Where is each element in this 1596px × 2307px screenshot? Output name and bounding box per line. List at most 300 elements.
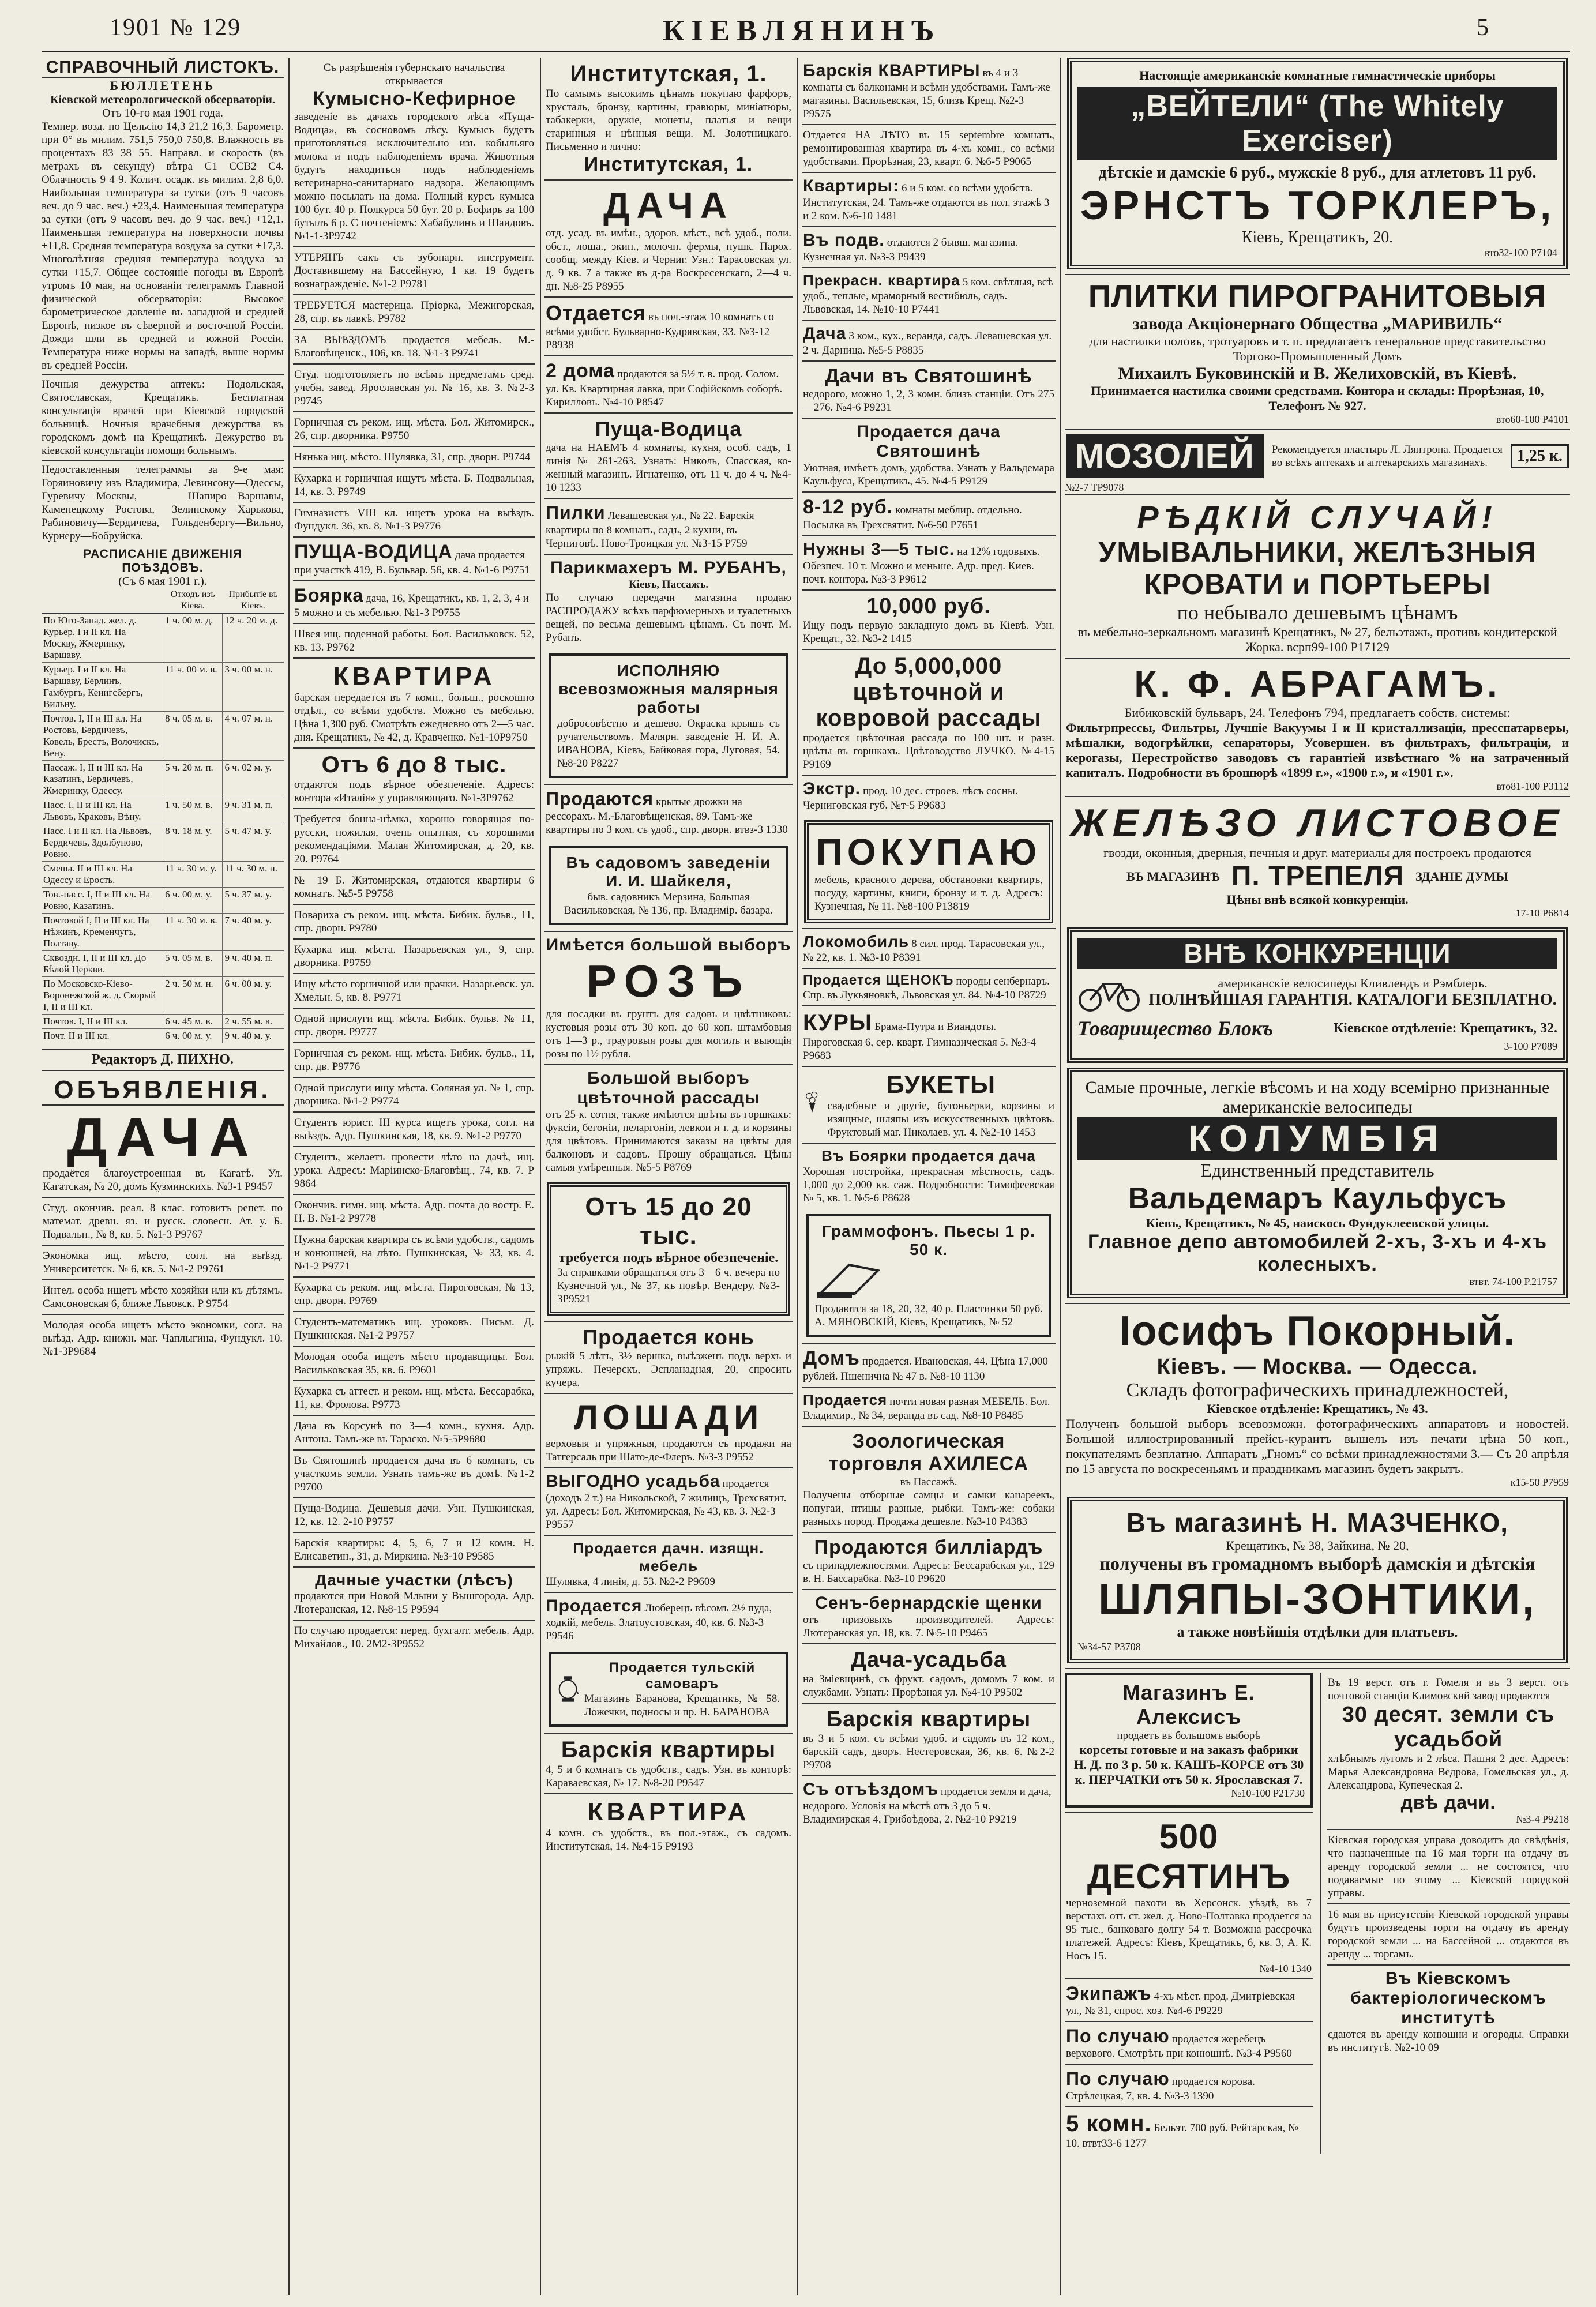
train-description: Пасс. I, II и III кл. На Львовъ, Краковъ, Вѣну. — [42, 798, 163, 824]
classified-ad: Студентъ юрист. III курса ищетъ урока, согл. на выѣздъ. Адр. Пушкинская, 18, кв. 9. №1-2 P9770 — [293, 1111, 535, 1146]
arrival-time: 2 ч. 55 м. в. — [223, 1015, 284, 1029]
classified-ad: Кухарка ищ. мѣста. Назарьевская ул., 9, спр. дворника. P9759 — [293, 938, 535, 973]
train-description: Пасс. I и II кл. На Львовъ, Бердичевъ, Здолбуново, Ровно. — [42, 824, 163, 862]
ad-headline: ИСПОЛНЯЮ всевозможныя малярныя работы — [558, 662, 779, 716]
ad-code: №2-7 TP9078 — [1065, 482, 1124, 493]
ad-headline: КВАРТИРА — [587, 1798, 750, 1826]
ad-headline: 10,000 руб. — [866, 594, 991, 618]
firm-address: Бибиковскій бульваръ, 24. Телефонъ 794, предлагаетъ собств. системы: — [1124, 705, 1511, 720]
train-description: Почтов. I, II и III кл. На Ростовъ, Бердичевъ, Ковель, Брестъ, Волочискъ, Вену. — [42, 712, 163, 761]
ad-code: вто81-100 P3112 — [1496, 780, 1569, 792]
classified-ad: ТРЕБУЕТСЯ мастерица. Пріорка, Межигорская, 28, спр. въ лавкѣ. P9782 — [293, 294, 535, 329]
ad-text: въ 4 и 3 комнаты съ балконами и всѣми удобствами. Тамъ-же магазины. Васильевская, 15, близъ Крещ. №2-3 P9575 — [803, 67, 1050, 120]
ad-text: продаются за 5½ т. в. прод. Солом. ул. Кв. Квартирная лавка, при Софійскомъ соборѣ. Кирилловъ. №4-10 P8547 — [546, 368, 783, 408]
ad-headline: Экстр. — [803, 779, 861, 798]
timetable-row — [42, 914, 284, 951]
ad-text: почти новая разная МЕБЕЛЬ. Бол. Владимир., № 34, веранда въ сад. №8-10 P8485 — [803, 1396, 1050, 1422]
train-description: Тов.-пасс. I, II и III кл. На Ровно, Казатинъ. — [42, 888, 163, 914]
ad-headline: ВЫГОДНО усадьба — [546, 1472, 720, 1491]
ad-headline: Съ отъѣздомъ — [803, 1780, 939, 1799]
ad-text: добросовѣстно и дешево. Окраска крышъ съ ручательствомъ. Малярн. заведеніе Н. И. А. ИВАНОВА, Кіевъ, Байковая гора, Луговая, 54. №8-20 P8227 — [557, 717, 780, 769]
arrival-time: 6 ч. 02 м. у. — [223, 761, 284, 798]
departure-time: 8 ч. 18 м. у. — [163, 824, 223, 862]
ad-headline: РѢДКІЙ СЛУЧАЙ! — [1137, 499, 1498, 535]
timetable-row — [42, 888, 284, 914]
page-header — [0, 0, 1596, 48]
ad-text: Люберецъ вѣсомъ 2½ пуда, ходкій, мебель. Златоустовская, 40, кв. 6. №3-3 P9546 — [546, 1602, 772, 1642]
ad-text: дача, 16, Крещатикъ, кв. 1, 2, 3, 4 и 5 можно и съ мебелью. №1-3 P9755 — [294, 592, 529, 619]
flower-bouquet-icon — [803, 1070, 821, 1134]
timetable-row — [42, 862, 284, 888]
municipal-notice: Кіевская городская управа доводитъ до свѣдѣнія, что назначенные на 16 мая торги на отдачу въ аренду городской земли ... не состоятся, что подаваемые по этому ... Кіевской городской управы. — [1327, 1829, 1570, 1903]
train-description: Смеша. II и III кл. На Одессу и Ерость. — [42, 862, 163, 888]
ad-headline: 500 ДЕСЯТИНЪ — [1087, 1817, 1291, 1896]
ad-code: 17-10 P6814 — [1515, 907, 1569, 919]
train-description: Почт. II и III кл. — [42, 1029, 163, 1043]
ad-code: №10-100 P21730 — [1231, 1787, 1305, 1799]
ad-text: рыжій 5 лѣтъ, 3½ вершка, выѣзженъ подъ верхъ и упряжь. Печерскъ, Эспланадная, 20, спросить кучера. — [546, 1350, 791, 1389]
departure-time: 5 ч. 05 м. в. — [163, 951, 223, 977]
ad-text: Уютная, имѣетъ домъ, удобства. Узнать у Вальдемара Каульфуса, Крещатикъ, 45. №4-5 P9129 — [803, 462, 1054, 487]
train-description: По Юго-Запад. жел. д. Курьер. I и II кл. На Москву, Жмеринку, Варшаву. — [42, 613, 163, 663]
ad-headline: Въ садовомъ заведеніи И. И. Шайкеля, — [566, 854, 771, 890]
column-divider — [540, 58, 541, 2295]
firm-address: Крещатикъ, № 38, Зайкина, № 20, — [1226, 1538, 1409, 1553]
departure-time: 11 ч. 30 м. в. — [163, 914, 223, 951]
classified-ad: Одной прислуги ищу мѣста. Соляная ул. № 1, спр. дворника. №1-2 P9774 — [293, 1077, 535, 1111]
ad-footer: двѣ дачи. — [1400, 1792, 1496, 1813]
arrival-time: 9 ч. 40 м. у. — [223, 1029, 284, 1043]
ad-text: заведеніе въ дачахъ городского лѣса «Пуща-Водица», въ сосновомъ лѣсу. Кумысъ будетъ приготовляться исключительно изъ кобыльяго молока и подъ наблюденіемъ врача. Животныя будутъ находиться подъ наблюденіемъ ветеринарно-санитарнаго надзора. Желающимъ можно посылать на дома. Полный курсъ кумыса 100 бут. 40 р. Полкурса 50 бут. 20 р. Бофирь за 100 бутылъ 6 р. С почтеніемъ: Хабабулинъ и Шаидовъ. №1-1-3P9742 — [294, 111, 534, 242]
column-ads-2 — [293, 58, 535, 2295]
ad-headline: Домъ — [803, 1347, 860, 1369]
arrival-time: 9 ч. 31 м. п. — [223, 798, 284, 824]
ad-headline: Нужны 3—5 тыс. — [803, 540, 955, 559]
ad-text: свадебные и другіе, бутоньерки, корзины и изящные, шляпы изъ искусственныхъ цвѣтовъ. Фруктовый маг. Николаев. ул. 4. №2-10 1453 — [827, 1100, 1054, 1139]
firm-name: Іосифъ Покорный. — [1119, 1308, 1516, 1354]
departure-time: 11 ч. 30 м. у. — [163, 862, 223, 888]
ad-headline: ЖЕЛѢЗО ЛИСТОВОЕ — [1070, 801, 1565, 845]
municipal-notice: 16 мая въ присутствіи Кіевской городской управы будутъ произведены торги на отдачу въ аренду городской земли ... на Бассейной ... отдаются въ аренду ... торгамъ. — [1327, 1903, 1570, 1964]
firm-address: Кіевское отдѣленіе: Крещатикъ, 32. — [1333, 1020, 1557, 1036]
ad-text: Продаются за 18, 20, 32, 40 р. Пластинки 50 руб. А. МЯНОВСКІЙ, Кіевъ, Крещатикъ, № 52 — [814, 1303, 1043, 1328]
ad-text: барская передается въ 7 комн., больш., роскошно отдѣл., со всѣми удобств. Можно съ мебелью. Цѣна 1,300 руб. Смотрѣть ежедневно отъ 2—5 час. дня. Крещатикъ, № 42, д. Кравченко. №1-10P9750 — [294, 692, 534, 743]
ad-headline: КВАРТИРА — [333, 662, 495, 690]
column-display-ads — [1065, 58, 1570, 2295]
classified-ad: Студ. окончив. реал. 8 клас. готовитъ репет. по математ. древн. яз. и русск. словесн. Ат. у. Б. Подвальн., № 8, кв. 5. №1-3 P9767 — [42, 1197, 284, 1245]
ad-text: быв. садовникъ Мерзина, Большая Васильковская, № 136, пр. Владимір. базара. — [564, 891, 773, 916]
ad-text: комнаты меблир. отдельно. Посылка въ Трехсвятит. №6-50 P7651 — [803, 504, 1022, 531]
ad-headline: Продается — [803, 1391, 888, 1408]
ad-big-text: УМЫВАЛЬНИКИ, ЖЕЛѢЗНЫЯ КРОВАТИ и ПОРТЬЕРЫ — [1098, 536, 1537, 600]
ad-headline: Продается тульскій самоваръ — [609, 1660, 756, 1692]
ads-section-title: ОБЪЯВЛЕНІЯ. — [54, 1076, 272, 1104]
ad-text: Бельэт. 700 руб. Рейтарская, № 10. втвт33-6 1277 — [1066, 2122, 1299, 2150]
classified-ad: Дача въ Корсунѣ по 3—4 комн., кухня. Адр. Антона. Тамъ-же въ Тараско. №5-5P9680 — [293, 1415, 535, 1449]
ad-text: недорого, можно 1, 2, 3 комн. близъ станціи. Отъ 275—276. №4-6 P9231 — [803, 388, 1054, 414]
ad-headline: Продается дача Святошинѣ — [857, 422, 1001, 461]
ad-headline: Пуща-Водица — [595, 417, 742, 441]
ad-text: 6 и 5 ком. со всѣми удобств. Институтская, 24. Тамъ-же отдаются въ пол. этажѣ 3 и 2 ком. №6-10 1481 — [803, 182, 1050, 222]
ad-text: ПОЛНѢЙШАЯ ГАРАНТІЯ. КАТАЛОГИ БЕЗПЛАТНО. — [1148, 991, 1557, 1009]
ad-subline: Складъ фотографическихъ принадлежностей, — [1126, 1380, 1509, 1401]
ad-text: дача продается при участкѣ 419, В. Бульвар. 56, кв. 4. №1-6 P9751 — [294, 549, 530, 576]
ad-text: сдаются въ аренду конюшни и огороды. Справки въ институтѣ. №2-10 09 — [1328, 2028, 1569, 2054]
classified-ad: Ищу мѣсто горничной или прачки. Назарьевск. ул. Хмельн. 5, кв. 8. P9771 — [293, 973, 535, 1008]
firm-address: Кіевъ, Крещатикъ, 20. — [1241, 228, 1394, 246]
ad-text: За справками обращаться отъ 3—6 ч. вечера по Кузнечной ул., № 37, къ повѣр. Вендеру. №3-3P9521 — [557, 1267, 780, 1305]
ad-text: породы сенбернаръ. Спр. въ Лукьяновкѣ, Львовская ул. 84. №4-10 P8729 — [803, 975, 1050, 1001]
ad-headline: Дача-усадьба — [850, 1648, 1007, 1672]
column-divider — [288, 58, 290, 2295]
exerciser-price: дѣтскіе и дамскіе 6 руб., мужскіе 8 руб., для атлетовъ 11 руб. — [1098, 164, 1537, 182]
classified-ad: Студ. подготовляетъ по всѣмъ предметамъ сред. учебн. завед. Ярославская ул. № 16, кв. 3. №2-3 P9745 — [293, 363, 535, 411]
departure-time: 1 ч. 50 м. в. — [163, 798, 223, 824]
column-ads-4 — [802, 58, 1056, 2295]
ad-pretext: Самые прочные, легкіе вѣсомъ и на ходу всемірно признанные американскіе велосипеды — [1085, 1078, 1550, 1117]
divider — [42, 460, 284, 461]
classified-ad: Нужна барская квартира съ всѣми удобств., садомъ и конюшней, на лѣто. Пушкинская, № 33, кв. 4. №1-2 P9771 — [293, 1228, 535, 1276]
bulletin-subtitle: БЮЛЛЕТЕНЬ — [110, 78, 216, 93]
ad-subline: американскіе велосипеды Кливлендъ и Рэмблеръ. — [1218, 976, 1488, 990]
ad-text: отъ 25 к. сотня, также имѣются цвѣты въ горшкахъ: фуксіи, бегоніи, пеларгоніи, левкои и т. д. и корзины для цвѣтовъ. Принимаются заказы на цвѣты для балконовъ и садовъ. Прошу обращаться. Цѣны самыя умѣренныя. №5-5 P8769 — [546, 1109, 791, 1174]
ad-code: вто32-100 P7104 — [1484, 247, 1557, 258]
departure-time: 6 ч. 00 м. у. — [163, 888, 223, 914]
ad-text: черноземной пахоти въ Херсонск. уѣздѣ, въ 7 верстахъ отъ ст. жел. д. Ново-Полтавка продается за 95 тыс., банковаго долгу 54 т. Возможна рассрочка платежей. Адресъ: Кіевъ, Крещатикъ, 6, кв. 3, А. К. Носъ 15. — [1066, 1897, 1312, 1962]
ad-subline: по небывало дешевымъ цѣнамъ — [1177, 601, 1458, 624]
ad-headline: Дачи въ Святошинѣ — [825, 365, 1032, 387]
issue-number: 1901 № 129 — [110, 14, 242, 41]
ad-headline: Боярка — [294, 585, 364, 606]
departure-time: 11 ч. 00 м. в. — [163, 663, 223, 712]
ad-text: продается. Ивановская, 44. Цѣна 17,000 рублей. Пшенична № 47 в. №8-10 1130 — [803, 1355, 1048, 1382]
ad-text: Магазинъ Барановa, Крещатикъ, № 58. Ложечки, подносы и пр. Н. БАРАНОВА — [584, 1693, 780, 1718]
ad-headline: Продается — [546, 1596, 643, 1615]
ad-text: дача на НАЕМЪ 4 комнаты, кухня, особ. садъ, 1 линія № 261-263. Узнать: Николь, Спасская, ко-женный магазинъ. Игнатенко, отъ 11 ч. до 4 ч. №4-10 1233 — [546, 442, 791, 494]
bicycle-icon — [1077, 972, 1141, 1013]
ad-headline: Отъ 15 до 20 тыс. — [585, 1193, 752, 1250]
bulletin-date: Отъ 10-го мая 1901 года. — [102, 107, 223, 119]
timetable-header — [42, 588, 163, 613]
exerciser-name: „ВЕЙТЕЛИ“ (The Whitely Exerciser) — [1077, 87, 1557, 160]
pharmacy-notice: Ночныя дежурства аптекъ: Подольская, Святославская, Крещатикъ. Бесплатная консультація врачей при Кіевской городской больницѣ. Ночныя врачебныя дежурства въ городскомъ домѣ на Крещатикѣ. Дежурство въ кіевской консультаціи помощи больнымъ. — [42, 378, 284, 457]
ad-footer: Цѣны внѣ всякой конкуренціи. — [1226, 892, 1409, 907]
ad-text: съ принадлежностями. Адресъ: Бессарабская ул., 129 в. Н. Бассарабка. №3-10 P9620 — [803, 1560, 1054, 1585]
ad-code: втвт. 74-100 P.21757 — [1469, 1276, 1557, 1287]
divider — [42, 374, 284, 375]
firm-name: Товарищество Блокъ — [1077, 1017, 1274, 1040]
roses-headline: РОЗЪ — [586, 956, 751, 1006]
ad-headline: КОЛУМБІЯ — [1077, 1117, 1557, 1160]
ad-headline: МОЗОЛЕЙ — [1066, 434, 1264, 478]
timetable-row — [42, 798, 284, 824]
ad-pretext: Съ разрѣшенія губернскаго начальства открывается — [323, 62, 505, 87]
ad-text: корсеты готовые и на заказъ фабрики Н. Д. по 3 р. 50 к. КАШЪ-КОРСЕ отъ 30 к. ПЕРЧАТКИ отъ 50 к. Ярославская 7. — [1073, 1742, 1304, 1787]
ad-headline: Кумысно-Кефирное — [312, 88, 516, 110]
ad-headline: Зоологическая торговля АХИЛЕСА — [828, 1430, 1029, 1475]
ad-text: По самымъ высокимъ цѣнамъ покупаю фарфоръ, хрусталь, бронзу, картины, гравюры, миніатюры, табакерки, оружіе, монеты, платья и вещи старинныя и цѣнныя вещи. М. Золотницкаго. Письменно и лично: — [546, 88, 791, 153]
ad-headline: 2 дома — [546, 360, 615, 382]
classified-ad: Студентъ-математикъ ищ. уроковъ. Письм. Д. Пушкинская. №1-2 P9757 — [293, 1311, 535, 1346]
ad-text: продается жеребецъ верхового. Смотрѣть при конюшнѣ. №3-4 P9560 — [1066, 2033, 1292, 2060]
classified-ad: Гимназистъ VIII кл. ищетъ урока на выѣздъ. Фундукл. 36, кв. 8. №1-3 P9776 — [293, 502, 535, 536]
ad-text: для посадки въ грунтъ для садовъ и цвѣтниковъ: кустовыя розы отъ 30 коп. до 60 коп. штамбовыя отъ 1—3 р., трауровыя розы для могилъ и выющія розы по 1½ рубля. — [546, 1008, 791, 1060]
rail-schedule-date: (Съ 6 мая 1901 г.). — [118, 575, 207, 588]
ad-text: 3 ком., кух., веранда, садъ. Левашевская ул. 2 ч. Дарница. №5-5 P8835 — [803, 330, 1052, 356]
classified-ad: Интел. особа ищетъ мѣсто хозяйки или къ дѣтямъ. Самсоновская 6, ближе Львовск. P 9754 — [42, 1279, 284, 1314]
ad-text: хлѣбнымъ лугомъ и 2 лѣса. Пашня 2 дес. Адресъ: Марья Александровна Ведрова, Гомельская ул., д. Александрова, Купеческая 2. — [1328, 1753, 1569, 1791]
timetable-row — [42, 977, 284, 1015]
ad-text: для настилки половъ, тротуаровъ и т. п. предлагаетъ генеральное представительство Торгово-Промышленный Домъ — [1089, 334, 1546, 363]
ad-text: 5 ком. свѣтлыя, всѣ удоб., теплые, мраморный вестибюль, садъ. Львовская, 14. №10-10 P7441 — [803, 276, 1053, 315]
train-description: Пассаж. I, II и III кл. На Казатинъ, Бердичевъ, Жмеринку, Одессу. — [42, 761, 163, 798]
ad-headline: 5 комн. — [1066, 2111, 1152, 2136]
ad-text: отдаются 2 бывш. магазина. Кузнечная ул. №3-3 P9439 — [803, 236, 1018, 263]
arrival-time: 7 ч. 40 м. у. — [223, 914, 284, 951]
ad-headline: 30 десят. земли съ усадьбой — [1342, 1703, 1555, 1752]
ad-headline: Сенъ-бернардскіе щенки — [815, 1594, 1042, 1613]
ad-headline: 8-12 руб. — [803, 496, 893, 518]
ad-subline: продаетъ въ большомъ выборѣ — [1117, 1730, 1261, 1742]
timetable-row — [42, 951, 284, 977]
ad-headline: Продаются — [546, 788, 654, 809]
classified-ad: Горничная съ реком. ищ. мѣста. Бибик. бульв., 11, спр. дв. P9776 — [293, 1042, 535, 1077]
ad-pretext: Настоящіе американскіе комнатные гимнастическіе приборы — [1139, 68, 1496, 82]
classified-ad: Окончив. гимн. ищ. мѣста. Адр. почта до востр. Е. Н. В. №1-2 P9778 — [293, 1194, 535, 1228]
ad-code: №3-4 P9218 — [1516, 1813, 1569, 1825]
ad-headline: Парикмахеръ М. РУБАНЪ, — [550, 558, 787, 577]
ad-text: Хорошая постройка, прекрасная мѣстность, садъ. 1,000 до 2,000 кв. саж. Подробности: Тимофеевская № 5, кв. 1. №5-6 P8628 — [803, 1166, 1054, 1204]
column-divider — [797, 58, 798, 2295]
ad-text: 8 сил. прод. Тарасовская ул., № 22, кв. 1. №3-10 P8391 — [803, 938, 1045, 964]
arrival-time: 4 ч. 07 м. н. — [223, 712, 284, 761]
rail-schedule-title: РАСПИСАНІЕ ДВИЖЕНІЯ ПОѢЗДОВЪ. — [82, 547, 243, 574]
ad-subline: въ Пассажѣ. — [900, 1476, 957, 1488]
departure-time: 1 ч. 00 м. д. — [163, 613, 223, 663]
timetable-header: Отходъ изъ Кіева. — [163, 588, 223, 613]
ad-headline: ДАЧА — [603, 185, 734, 226]
ad-text: въ 3 и 5 ком. съ всѣми удоб. и садомъ въ 12 ком., барскій садъ, дворъ. Нестеровская, 36, кв. 6. №2-2 P9708 — [803, 1733, 1054, 1771]
ad-text: По случаю передачи магазина продаю РАСПРОДАЖУ всѣхъ парфюмерныхъ и туалетныхъ вещей, по весьма дешевымъ цѣнамъ. Съ почт. М. Рубанъ. — [546, 592, 791, 644]
ad-footer: Главное депо автомобилей 2-хъ, 3-хъ и 4-хъ колесныхъ. — [1087, 1231, 1548, 1275]
ad-headline: ВНѢ КОНКУРЕНЦІИ — [1077, 938, 1557, 969]
classified-ad: ЗА ВЫѢЗДОМЪ продается мебель. М.-Благовѣщенск., 106, кв. 18. №1-3 P9741 — [293, 329, 535, 363]
ad-text: въ мебельно-зеркальномъ магазинѣ Крещатикъ, № 27, бельэтажъ, противъ кондитерской Жорка. всрп99-100 P17129 — [1077, 625, 1557, 654]
ad-subline: требуется подъ вѣрное обезпеченіе. — [558, 1250, 779, 1265]
firm-name: П. ТРЕПЕЛЯ — [1231, 861, 1405, 892]
arrival-time: 5 ч. 37 м. у. — [223, 888, 284, 914]
train-description: Курьер. I и II кл. На Варшаву, Берлинъ, Гамбургъ, Кенигсбергъ, Вильну. — [42, 663, 163, 712]
classified-ad: Молодая особа ищетъ мѣсто продавщицы. Бол. Васильковская 35, кв. 6. P9601 — [293, 1346, 535, 1380]
firm-address: Кіевское отдѣленіе: Крещатикъ, № 43. — [1207, 1402, 1428, 1416]
ad-headline: Барскія КВАРТИРЫ — [803, 61, 981, 80]
telegram-notice: Недоставленныя телеграммы за 9-е мая: Горяиновичу изъ Владимира, Левинсону—Одессы, Гуревичу—Москвы, Шапиро—Варшавы, Каменецкому—Ростова, Зелинскому—Харькова, Рабиновичу—Бердичева, Гольденбергу—Вильно, Курнеру—Бобруйска. — [42, 464, 284, 542]
departure-time: 6 ч. 45 м. в. — [163, 1015, 223, 1029]
classified-ad: Отдается НА ЛѢТО въ 15 septembre комнатъ, ремонтированная квартира въ 4-хъ комн., со всѣми удобствами. Прорѣзная, 23, кварт. 6. №6-5 P9065 — [802, 124, 1056, 172]
firm-name: ЭРНСТЪ ТОРКЛЕРЪ, — [1080, 183, 1555, 228]
timetable-row — [42, 1029, 284, 1043]
newspaper-title: КІЕВЛЯНИНЪ — [662, 14, 941, 47]
firm-name: Михаилъ Буковинскій и В. Желиховскій, въ Кіевѣ. — [1118, 364, 1517, 383]
ad-text: отдаются подъ вѣрное обезпеченіе. Адресъ: контора «Италія» у управляющаго. №1-3P9762 — [294, 779, 534, 804]
ad-text: продается корова. Стрѣлецкая, 7, кв. 4. №3-3 1390 — [1066, 2076, 1255, 2102]
ad-subline: завода Акціонернаго Общества „МАРИВИЛЬ“ — [1132, 314, 1503, 333]
ad-text: Шулявка, 4 линія, д. 53. №2-2 P9609 — [546, 1576, 715, 1588]
ad-code: №34-57 P3708 — [1077, 1641, 1141, 1652]
bulletin-title: СПРАВОЧНЫЙ ЛИСТОКЪ. — [42, 58, 284, 78]
ad-text: продаются при Новой Млыни у Вышгорода. Адр. Лютеранская, 12. №8-15 P9594 — [294, 1590, 534, 1615]
ad-headline: Большой выборъ цвѣточной рассады — [577, 1069, 760, 1107]
ad-headline: ПОКУПАЮ — [816, 831, 1042, 873]
ad-headline: Дача — [803, 324, 847, 343]
ad-headline: ПУЩА-ВОДИЦА — [294, 541, 453, 563]
departure-time: 5 ч. 20 м. п. — [163, 761, 223, 798]
departure-time: 2 ч. 50 м. н. — [163, 977, 223, 1015]
header-rule — [42, 50, 1570, 52]
ad-headline: ПЛИТКИ ПИРОГРАНИТОВЫЯ — [1088, 279, 1547, 314]
classified-ad: № 19 Б. Житомирская, отдаются квартиры 6 комнатъ. №5-5 P9758 — [293, 869, 535, 904]
firm-cities: Кіевъ. — Москва. — Одесса. — [1156, 1355, 1478, 1379]
classified-ad: Студентъ, желаетъ провести лѣто на дачѣ, ищ. урока. Адресъ: Маріинско-Благовѣщ., 74, кв. 7. P 9864 — [293, 1146, 535, 1194]
ad-headline: Въ подв. — [803, 231, 885, 250]
ad-headline: Въ Боярки продается дача — [821, 1147, 1036, 1164]
classified-ad: Повариха съ реком. ищ. мѣста. Бибик. бульв., 11, спр. дворн. P9780 — [293, 904, 535, 938]
ad-text: отд. усад. въ имѣн., здоров. мѣст., всѣ удоб., поли. обст., лоша., экип., молочн. фермы, пушк. Парох. сообщ. между Кіев. и Черниг. Узн.: Тарасовская ул. д. 9 кв. 7 а также въ д-ра Воскресенскаго, 2—4 ч. дн. №8-25 P8955 — [546, 227, 791, 292]
classified-ad: Кухарка и горничная ищутъ мѣста. Б. Подвальная, 14, кв. 3. P9749 — [293, 467, 535, 502]
ad-headline: КУРЫ — [803, 1010, 873, 1035]
ad-headline: Магазинъ Е. Алексисъ — [1122, 1681, 1255, 1729]
classified-ad: Нянька ищ. мѣсто. Шулявка, 31, спр. дворн. P9744 — [293, 446, 535, 467]
ad-headline: Барскія квартиры — [826, 1707, 1031, 1731]
ad-headline: ЛОШАДИ — [573, 1398, 764, 1437]
timetable-row — [42, 712, 284, 761]
ad-headline: БУКЕТЫ — [886, 1070, 996, 1099]
arrival-time: 11 ч. 30 м. н. — [223, 862, 284, 888]
classified-ad: Экономка ищ. мѣсто, согл. на выѣзд. Университетск. № 6, кв. 5. №1-2 P9761 — [42, 1245, 284, 1279]
ad-subline: получены въ громадномъ выборѣ дамскія и дѣтскія — [1099, 1553, 1535, 1574]
timetable-row — [42, 1015, 284, 1029]
arrival-time: 12 ч. 20 м. д. — [223, 613, 284, 663]
ad-code: к15-50 P7959 — [1510, 1476, 1569, 1488]
firm-name: Вальдемаръ Каульфусъ — [1128, 1182, 1507, 1215]
ad-text: 4, 5 и 6 комнатъ съ удобств., садъ. Узн. въ конторѣ: Караваевская, № 17. №8-20 P9547 — [546, 1764, 791, 1789]
ad-headline: Продается конь — [583, 1325, 754, 1349]
ad-text: продаётся благоустроенная въ Кагатѣ. Ул. Кагатская, № 20, домъ Кузминскихъ. №3-1 P9457 — [43, 1167, 283, 1193]
ad-headline: До 5,000,000 цвѣточной и ковровой рассады — [816, 653, 1042, 731]
shop-label: ВЪ МАГАЗИНѢ — [1126, 869, 1220, 884]
gramophone-icon — [814, 1259, 884, 1299]
ad-text: въ пол.-этаж 10 комнатъ со всѣми удобст. Бульварно-Кудрявская, 33. №3-12 P8938 — [546, 311, 774, 351]
ad-subline: Единственный представитель — [1200, 1160, 1434, 1181]
departure-time: 8 ч. 05 м. в. — [163, 712, 223, 761]
ad-text: Ищу подъ первую закладную домъ въ Кіевѣ. Узн. Крещат., 32. №3-2 1415 — [803, 619, 1054, 645]
train-description: По Московско-Кіево-Воронежской ж. д. Скорый I, II и III кл. — [42, 977, 163, 1015]
classified-ad: УТЕРЯНЪ сакъ съ зубопарн. инструмент. Доставившему на Бассейную, 1 кв. 19 будетъ вознагражденіе. №1-2 P9781 — [293, 246, 535, 294]
ad-text: Въ 19 верст. отъ г. Гомеля и въ 3 верст. отъ почтовой станціи Климовский завод продаются — [1328, 1677, 1569, 1702]
classified-ad: Пуща-Водица. Дешевыя дачи. Узн. Пушкинская, 12, кв. 12. 2-10 P9757 — [293, 1497, 535, 1532]
arrival-time: 6 ч. 00 м. у. — [223, 977, 284, 1015]
ad-code: 3-100 P7089 — [1504, 1040, 1557, 1052]
column-ads-3 — [544, 58, 793, 2295]
ad-headline: Пилки — [546, 502, 606, 523]
train-description: Почтов. I, II и III кл. — [42, 1015, 163, 1029]
ad-text: Левашевская ул., № 22. Барскія квартиры по 8 комнатъ, садъ, 2 кухни, въ Черниговѣ. Ново-Троицкая ул. №3-15 P759 — [546, 510, 754, 550]
ad-headline: Въ магазинѣ Н. МАЗЧЕНКО, — [1126, 1508, 1509, 1538]
ad-footer: Принимается настилка своими средствами. Контора и склады: Прорѣзная, 10, Телефонъ № 927. — [1091, 384, 1544, 413]
timetable-row — [42, 663, 284, 712]
ad-headline: Продаются билліардъ — [814, 1536, 1043, 1558]
ad-headline: Граммофонъ. Пьесы 1 р. 50 к. — [822, 1222, 1035, 1258]
ad-headline: Отъ 6 до 8 тыс. — [321, 752, 507, 777]
timetable-row — [42, 824, 284, 862]
ad-headline: Локомобиль — [803, 933, 910, 950]
ad-text: Фильтрпрессы, Фильтры, Лучшіе Вакуумы I и II кристаллизаціи, пресспатарверы, мѣшалки, водогрѣйлки, сепараторы, Усовершен. въ фильтрахъ, фильтраціи, и керогазы, Перестройство заводовъ съ гарантіей извѣстнаго % на затраченный капиталъ. Подробности въ брошюрѣ «1899 г.», «1900 г.», и «1901 г.». — [1066, 720, 1569, 780]
ad-text: Получены отборные самцы и самки канареекъ, попугаи, птицы разные, рыбки. Тамъ-же: собаки разныхъ пород. Продажа дешевле. №3-10 P4383 — [803, 1489, 1054, 1528]
classified-ad: Кухарка съ реком. ищ. мѣста. Пироговская, № 13, спр. дворн. P9769 — [293, 1276, 535, 1311]
ad-headline: Продается дачн. изящн. мебель — [573, 1539, 764, 1575]
classified-ad: Требуется бонна-нѣмка, хорошо говорящая по-русски, пожилая, очень опытная, съ хорошими рекомендаціями. Малая Житомирская, д. 20, кв. 20. P9764 — [293, 808, 535, 869]
train-description: Сквоздн. I, II и III кл. До Бѣлой Церкви. — [42, 951, 163, 977]
ad-headline: Въ Кіевскомъ бактеріологическомъ институтѣ — [1350, 1969, 1546, 2027]
classified-ad: Барскія квартиры: 4, 5, 6, 7 и 12 комн. Н. Елисаветин., 31, д. Миркина. №3-10 P9585 — [293, 1532, 535, 1566]
ad-headline: Имѣется большой выборъ — [546, 935, 791, 955]
ad-code: №4-10 1340 — [1259, 1963, 1312, 1974]
ad-headline: Экипажъ — [1066, 1983, 1152, 2004]
ad-text: мебель, красного дерева, обстановки квартиръ, посуду, картины, книги, бронзу и т. д. Адресъ: Кузнечная, № 11. №8-100 P13819 — [814, 874, 1043, 912]
column-reference — [42, 58, 284, 2295]
ad-subline: Кіевъ, Пассажъ. — [628, 578, 709, 591]
ad-text: Рекомендуется пластырь Л. Лянтропа. Продается во всѣхъ аптекахъ и аптекарскихъ магазинахъ. — [1271, 443, 1503, 469]
ad-text: продается (доходъ 2 т.) на Никольской, 7 жилищъ, Трехсвятит. ул. Адресъ: Бол. Житомирская, № 43, кв. 3. №2-3 P9557 — [546, 1478, 787, 1531]
ad-text: крытые дрожки на рессорахъ. М.-Благовѣщенская, 89. Тамъ-же квартиры по 3 ком. съ удоб., спр. дворн. втвз-3 1330 — [546, 796, 788, 836]
column-divider — [1060, 58, 1061, 2295]
train-description: Почтовой I, II и III кл. На Нѣжинъ, Кременчугъ, Полтаву. — [42, 914, 163, 951]
classified-ad: Молодая особа ищетъ мѣсто экономки, согл. на выѣзд. Адр. книжн. маг. Чаплыгина, Фундукл. 10. №1-3P9684 — [42, 1314, 284, 1362]
ad-headline: По случаю — [1066, 2026, 1170, 2046]
ad-text: отъ призовыхъ производителей. Адресъ: Лютеранская ул. 18, кв. 7. №5-10 P9465 — [803, 1614, 1054, 1639]
timetable-row — [42, 613, 284, 663]
ad-text: на 12% годовыхъ. Обезпеч. 10 т. Можно и меньше. Адр. пред. Киев. почт. контора. №3-3 P9612 — [803, 546, 1040, 585]
ad-text: Полученъ большой выборъ всевозможн. фотографическихъ аппаратовъ и новостей. Большой иллюстрированный прейсъ-курантъ вышелъ изъ печати цѣна 50 коп., покупателямъ безплатно. Аппаратъ „Гномъ“ со всѣми принадлежностями 3.— Съ 20 апрѣля по 15 августа по воскресеньямъ и праздникамъ магазинъ будетъ закрытъ. — [1066, 1416, 1569, 1476]
ad-text: продается цвѣточная рассада по 100 шт. и разн. цвѣты въ горшкахъ. Цвѣтоводство ЛУЧКО. №4-15 P9169 — [803, 732, 1054, 771]
bulletin-org: Кіевской метеорологической обсерваторіи. — [50, 93, 275, 106]
departure-time: 6 ч. 00 м. у. — [163, 1029, 223, 1043]
ad-code: вто60-100 P4101 — [1496, 414, 1569, 425]
ad-text: прод. 10 дес. строев. лѣсъ сосны. Черниговская губ. №т-5 P9683 — [803, 785, 1018, 811]
ad-text: 4 комн. съ удобств., въ пол.-этаж., съ садомъ. Институтская, 14. №4-15 P9193 — [546, 1827, 791, 1853]
classified-ad: Одной прислуги ищ. мѣста. Бибик. бульв. № 11, спр. дворн. P9777 — [293, 1008, 535, 1042]
editor-line: Редакторъ Д. ПИХНО. — [42, 1049, 284, 1071]
firm-address: Кіевъ, Крещатикъ, № 45, наискось Фундуклеевской улицы. — [1146, 1216, 1489, 1230]
ad-text: Брама-Путра и Виандоты. Пироговская 6, сер. кварт. Гимназическая 5. №3-4 P9683 — [803, 1021, 1036, 1062]
classified-ad: Кухарка съ аттест. и реком. ищ. мѣста. Бессарабка, 11, кв. Фролова. P9773 — [293, 1380, 535, 1415]
timetable-row — [42, 761, 284, 798]
ad-text: верховыя и упряжныя, продаются съ продажи на Татгерсаль при Шато-де-Флеръ. №3-3 P9552 — [546, 1438, 791, 1463]
classified-ad: Швея ищ. поденной работы. Бол. Васильковск. 52, кв. 13. P9762 — [293, 623, 535, 657]
samovar-icon — [557, 1663, 579, 1715]
arrival-time: 9 ч. 40 м. п. — [223, 951, 284, 977]
ad-headline: Дачные участки (лѣсъ) — [315, 1571, 513, 1589]
ad-headline: Продается ЩЕНОКЪ — [803, 972, 954, 988]
ad-text: продается земля и дача, недорого. Условія на мѣстѣ отъ 3 до 5 ч. Владимирская 4, Грибоѣдова, 2. №2-10 P9219 — [803, 1786, 1052, 1825]
building-label: ЗДАНІЕ ДУМЫ — [1415, 869, 1509, 884]
ad-headline: Прекрасн. квартира — [803, 272, 960, 289]
firm-name: К. Ф. АБРАГАМЪ. — [1134, 663, 1501, 705]
ad-text: 4-хъ мѣст. прод. Дмитріевская ул., № 31, спрос. хоз. №4-6 P9229 — [1066, 1990, 1295, 2017]
ad-big-text: ШЛЯПЫ-ЗОНТИКИ, — [1098, 1575, 1537, 1623]
weather-report: Темпер. возд. по Цельсію 14,3 21,2 16,3. Барометр. при 0° въ милим. 751,5 750,0 750,8. Влажность въ процентахъ 83 38 55. Направл. и скорость (въ метрахъ въ секунду) вѣтра C1 CCВ2 C4. Облачность 9 4 9. Колич. осадк. въ милим. 2,8 6,0. Наибольшая температура за сутки (отъ 9 часовъ веч. до 9 час. веч.) +23,4. Наименьшая температура за сутки (отъ 9 часовъ веч. до 9 час. веч.) +12,1. Наименьшая температура на поверхности почвы +11,8. Средняя температура воздуха за сутки +17,3. Многолѣтняя средняя температура воздуха за сутки +15,7. Общее состояніе погоды въ Европѣ утромъ 10 мая, на основаніи телеграммъ Главной физической обсерваторіи: Высокое барометрическое давленіе въ западной и средней Европѣ, низкое въ сѣверной и восточной Россіи. Дожди шли въ средней и южной Россіи. Температура ниже нормы на западѣ, выше нормы въ средней Россіи. — [42, 121, 284, 371]
dacha-headline: ДАЧА — [67, 1107, 258, 1168]
